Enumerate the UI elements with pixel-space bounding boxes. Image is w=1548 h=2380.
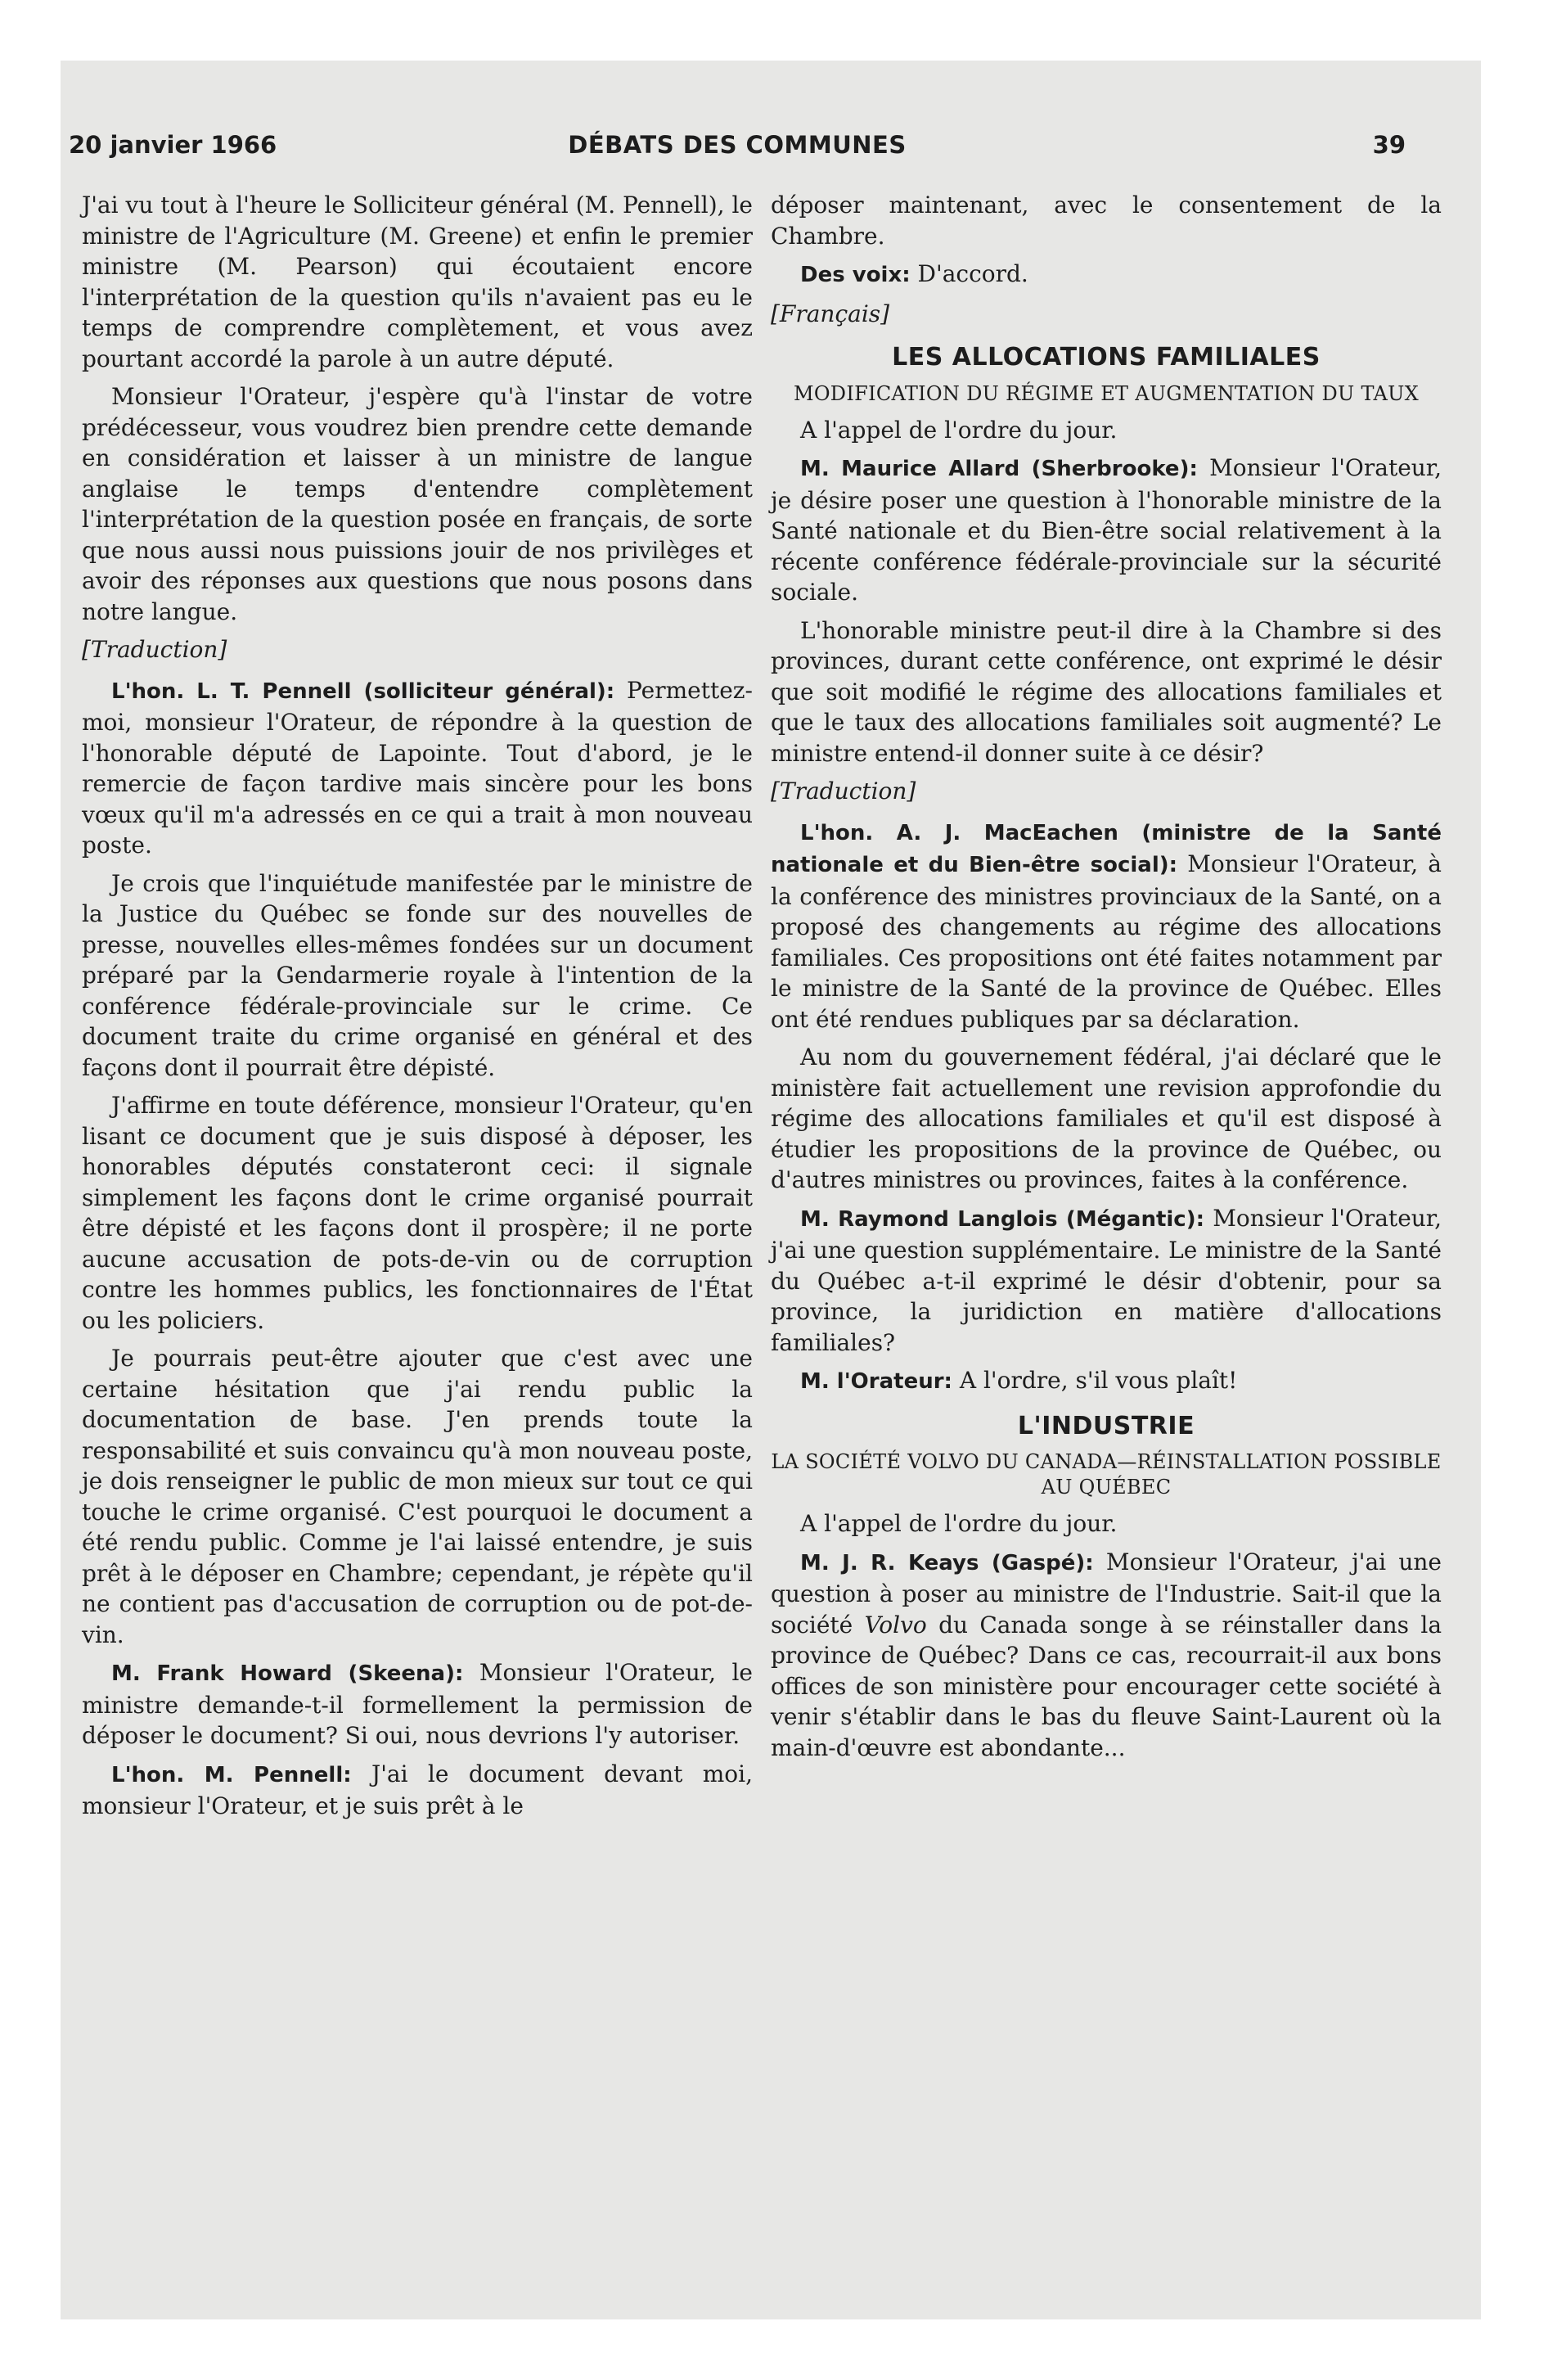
paragraph: A l'appel de l'ordre du jour. — [800, 1510, 1118, 1537]
speech-text: Monsieur l'Orateur, le ministre demande-t-il formellement la permission de déposer le document? Si oui, nous devrions l'y autoriser. — [82, 1659, 754, 1749]
header-title: DÉBATS DES COMMUNES — [568, 131, 907, 159]
header-page-number: 39 — [1372, 131, 1406, 159]
paragraph — [82, 1759, 753, 1822]
paragraph — [82, 675, 753, 861]
paragraph: Au nom du gouvernement fédéral, j'ai déclaré que le ministère fait actuellement une revision approfondie du régime des allocations familiales et qu'il est disposé à étudier les propositions de la province de Québec, ou d'autres ministres ou provinces, faites à la conférence. — [771, 1044, 1442, 1193]
paragraph — [771, 817, 1442, 1035]
section-heading: L'INDUSTRIE — [1017, 1411, 1195, 1440]
speaker-name: L'hon. A. J. MacEachen (ministre de la Santé nationale et du Bien-être social): — [771, 820, 1442, 877]
section-heading: LES ALLOCATIONS FAMILIALES — [892, 343, 1321, 372]
paragraph: J'ai vu tout à l'heure le Solliciteur général (M. Pennell), le ministre de l'Agriculture (M. Greene) et enfin le premier ministre (M. Pearson) qui écoutaient encore l'interprétation de la question qu'ils n'avaient pas eu le temps de comprendre complètement, et vous avez pourtant accordé la parole à un autre député. — [82, 192, 753, 372]
speech-text: Monsieur l'Orateur, à la conférence des ministres provinciaux de la Santé, on a proposé des changements au régime des allocations familiales. Ces propositions ont été faites notamment par le ministre de la Santé de la province de Québec. Elles ont été rendues publiques par sa déclaration. — [771, 850, 1442, 1033]
paragraph: J'affirme en toute déférence, monsieur l'Orateur, qu'en lisant ce document que je suis disposé à déposer, les honorables députés constateront ceci: il signale simplement les façons dont le crime organisé pourrait être dépisté et les façons dont il prospère; il ne porte aucune accusation de pots-de-vin ou de corruption contre les hommes publics, les fonctionnaires de l'État ou les policiers. — [82, 1092, 753, 1334]
speech-text: Monsieur l'Orateur, j'ai une question à poser au ministre de l'Industrie. Sait-il que la société — [771, 1548, 1442, 1639]
speech-text: Monsieur l'Orateur, je désire poser une question à l'honorable ministre de la Santé nationale et du Bien-être social relativement à la récente conférence fédérale-provinciale sur la sécurité sociale. — [771, 454, 1442, 606]
page-header — [69, 131, 1406, 180]
speaker-name: M. l'Orateur: — [800, 1369, 952, 1394]
speech-text: D'accord. — [917, 260, 1028, 287]
paragraph — [771, 259, 1442, 291]
paragraph: déposer maintenant, avec le consentement de la Chambre. — [771, 192, 1442, 250]
header-date: 20 janvier 1966 — [69, 131, 277, 159]
section-subheading: LA SOCIÉTÉ VOLVO DU CANADA—RÉINSTALLATION POSSIBLE AU QUÉBEC — [771, 1450, 1442, 1499]
paragraph: L'honorable ministre peut-il dire à la Chambre si des provinces, durant cette conférence, ont exprimé le désir que soit modifié le régime des allocations familiales et que le taux des allocations familiales soit augmenté? Le ministre entend-il donner suite à ce désir? — [771, 616, 1442, 767]
speech-text: J'ai le document devant moi, monsieur l'Orateur, et je suis prêt à le — [82, 1760, 753, 1819]
language-marker: [Français] — [771, 300, 890, 327]
speaker-name: M. Frank Howard (Skeena): — [111, 1661, 464, 1686]
speech-text: Permettez-moi, monsieur l'Orateur, de répondre à la question de l'honorable député de Lapointe. Tout d'abord, je le remercie de façon tardive mais sincère pour les bons vœux qu'il m'a adressés en ce qui a trait à mon nouveau poste. — [82, 676, 753, 859]
company-name: Volvo — [864, 1611, 927, 1639]
speaker-name: Des voix: — [800, 263, 911, 287]
paragraph: Je pourrais peut-être ajouter que c'est avec une certaine hésitation que j'ai rendu public la documentation de base. J'en prends toute la responsabilité et suis convaincu qu'à mon nouveau poste, je dois renseigner le public de mon mieux sur tout ce qui touche le crime organisé. C'est pourquoi le document a été rendu public. Comme je l'ai laissé entendre, je suis prêt à le déposer en Chambre; cependant, je répète qu'il ne contient pas d'accusation de corruption ou de pot-de-vin. — [82, 1345, 753, 1648]
speaker-name: M. Raymond Langlois (Mégantic): — [800, 1206, 1205, 1232]
speaker-name: L'hon. M. Pennell: — [111, 1762, 352, 1787]
paragraph — [771, 453, 1442, 608]
language-marker: [Traduction] — [82, 636, 227, 663]
right-column — [771, 190, 1442, 1770]
paragraph: Monsieur l'Orateur, j'espère qu'à l'instar de votre prédécesseur, vous voudrez bien prendre cette demande en considération et laisser à un ministre de langue anglaise le temps d'entendre complètement l'interprétation de la question posée en français, de sorte que nous aussi nous puissions jouir de nos privilèges et avoir des réponses aux questions que nous posons dans notre langue. — [82, 383, 753, 625]
speaker-name: M. Maurice Allard (Sherbrooke): — [800, 457, 1198, 481]
paragraph — [771, 1365, 1442, 1398]
left-column — [82, 190, 753, 1829]
paragraph: Je crois que l'inquiétude manifestée par le ministre de la Justice du Québec se fonde sur des nouvelles de presse, nouvelles elles-mêmes fondées sur un document préparé par la Gendarmerie royale à l'intention de la conférence fédérale-provinciale sur le crime. Ce document traite du crime organisé en général et des façons dont il pourrait être dépisté. — [82, 869, 753, 1081]
speaker-name: L'hon. L. T. Pennell (solliciteur général): — [111, 678, 615, 704]
language-marker: [Traduction] — [771, 778, 916, 805]
section-subheading: MODIFICATION DU RÉGIME ET AUGMENTATION DU TAUX — [793, 381, 1420, 405]
paragraph — [771, 1547, 1442, 1764]
paragraph — [82, 1657, 753, 1751]
speaker-name: M. J. R. Keays (Gaspé): — [800, 1550, 1094, 1575]
speech-text: A l'ordre, s'il vous plaît! — [959, 1367, 1238, 1394]
paragraph — [771, 1203, 1442, 1359]
speech-text: Monsieur l'Orateur, j'ai une question supplémentaire. Le ministre de la Santé du Québec a-t-il exprimé le désir d'obtenir, pour sa province, la juridiction en matière d'allocations familiales? — [771, 1204, 1442, 1356]
speech-text: du Canada songe à se réinstaller dans la province de Québec? Dans ce cas, recourrait-il aux bons offices de son ministère pour encourager cette société à venir s'établir dans le bas du fleuve Saint-Laurent où la main-d'œuvre est abondante... — [771, 1611, 1442, 1761]
paragraph: A l'appel de l'ordre du jour. — [800, 416, 1118, 444]
